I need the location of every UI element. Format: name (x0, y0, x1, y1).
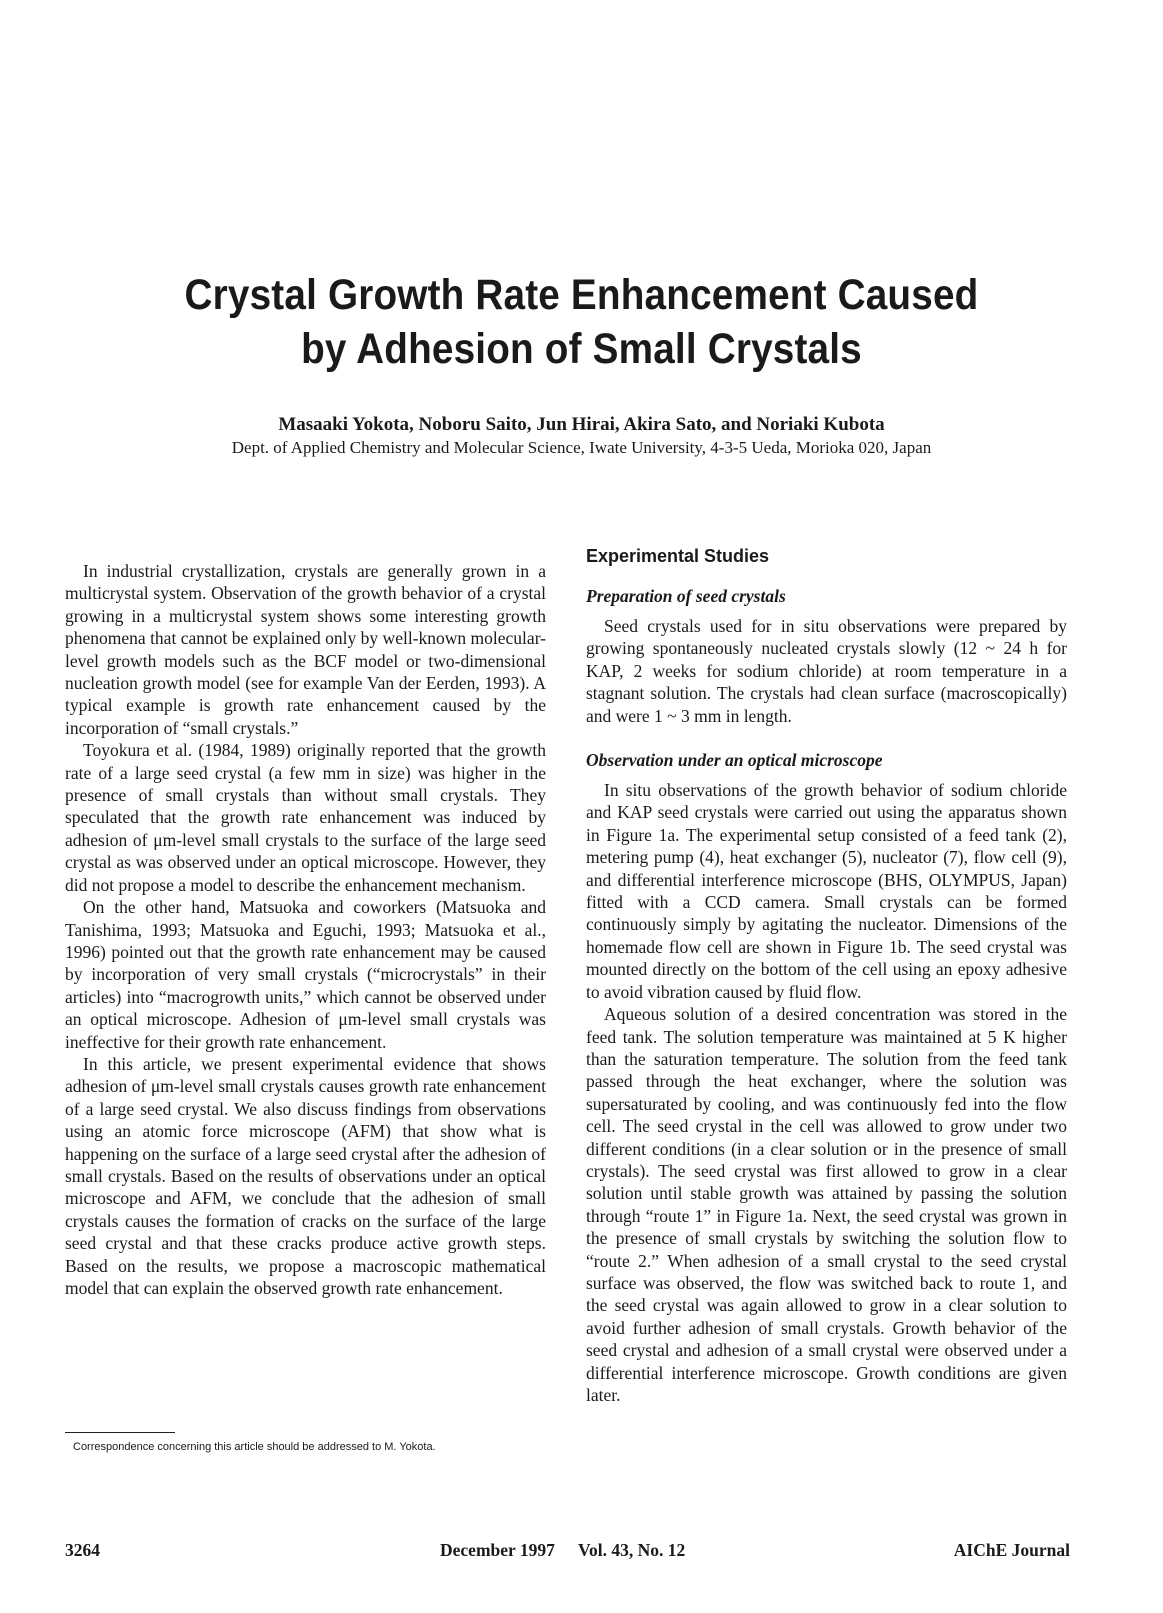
section-heading: Experimental Studies (586, 546, 770, 566)
paper-title (58, 268, 1105, 376)
author-list: Masaaki Yokota, Noboru Saito, Jun Hirai, Akira Sato, and Noriaki Kubota (278, 414, 885, 435)
footnote-divider (65, 1432, 175, 1433)
subsection-heading-optical-microscope: Observation under an optical microscope (586, 750, 883, 771)
issue-date: December 1997 (440, 1540, 555, 1560)
subsection-heading-seed-crystals: Preparation of seed crystals (586, 586, 786, 606)
affiliation: Dept. of Applied Chemistry and Molecular Science, Iwate University, 4-3-5 Ueda, Morioka 020, Japan (231, 438, 932, 457)
journal-name: AIChE Journal (953, 1540, 1070, 1560)
intro-paragraph-2: Toyokura et al. (1984, 1989) originally reported that the growth rate of a large seed crystal (a few mm in size) was higher in the presence of small crystals than without small crystals. They speculated that the growth rate enhancement was induced by adhesion of μm-level small crystals to the surface of the large seed crystal as was observed under an optical microscope. However, they did not propose a model to describe the enhancement mechanism. (65, 740, 546, 895)
page-number: 3264 (65, 1540, 100, 1560)
optical-microscope-paragraph-2: Aqueous solution of a desired concentration was stored in the feed tank. The solution temperature was maintained at 5 K higher than the saturation temperature. The solution from the feed tank passed through the heat exchanger, where the solution was supersaturated by cooling, and was continuously fed into the flow cell. The seed crystal in the cell was allowed to grow under two different conditions (in a clear solution or in the presence of small crystals). The seed crystal was first allowed to grow in a clear solution until stable growth was attained by passing the solution through “route 1” in Figure 1a. Next, the seed crystal was grown in the presence of small crystals by switching the solution flow to “route 2.” When adhesion of a small crystal to the seed crystal surface was observed, the flow was switched back to route 1, and the seed crystal was again allowed to grow in a clear solution to avoid further adhesion of small crystals. Growth behavior of the seed crystal and adhesion of a small crystal were observed under a differential interference microscope. Growth conditions are given later. (586, 1004, 1067, 1405)
intro-paragraph-4: In this article, we present experimental evidence that shows adhesion of μm-level small crystals causes growth rate enhancement of a large seed crystal. We also discuss findings from observations using an atomic force microscope (AFM) that show what is happening on the surface of a large seed crystal after the adhesion of small crystals. Based on the results of observations under an optical microscope and AFM, we conclude that the adhesion of small crystals causes the formation of cracks on the surface of the large seed crystal and that these cracks produce active growth steps. Based on the results, we propose a macroscopic mathematical model that can explain the observed growth rate enhancement. (65, 1053, 546, 1298)
left-column (65, 560, 546, 1299)
optical-microscope-paragraph-1: In situ observations of the growth behavior of sodium chloride and KAP seed crystals were carried out using the apparatus shown in Figure 1a. The experimental setup consisted of a feed tank (2), metering pump (4), heat exchanger (5), nucleator (7), flow cell (9), and differential interference microscope (BHS, OLYMPUS, Japan) fitted with a CCD camera. Small crystals can be formed continuously simply by agitating the nucleator. Dimensions of the homemade flow cell are shown in Figure 1b. The seed crystal was mounted directly on the bottom of the cell using an epoxy adhesive to avoid vibration caused by fluid flow. (586, 780, 1067, 1002)
intro-paragraph-3: On the other hand, Matsuoka and coworkers (Matsuoka and Tanishima, 1993; Matsuoka and Eguchi, 1993; Matsuoka et al., 1996) pointed out that the growth rate enhancement may be caused by incorporation of very small crystals (“microcrystals” in their articles) into “macrogrowth units,” which cannot be observed under an optical microscope. Adhesion of μm-level small crystals was ineffective for their growth rate enhancement. (65, 897, 546, 1052)
intro-paragraph-1: In industrial crystallization, crystals are generally grown in a multicrystal system. Observation of the growth behavior of a crystal growing in a multicrystal system shows some interesting growth phenomena that cannot be explained only by well-known molecular-level growth models such as the BCF model or two-dimensional nucleation growth model (see for example Van der Eerden, 1993). A typical example is growth rate enhancement caused by the incorporation of “small crystals.” (65, 561, 546, 738)
title-line-1: Crystal Growth Rate Enhancement Caused (184, 271, 979, 319)
correspondence-footnote: Correspondence concerning this article should be addressed to M. Yokota. (73, 1441, 436, 1453)
volume-issue: Vol. 43, No. 12 (578, 1540, 686, 1560)
right-column (586, 545, 1067, 1406)
title-line-2: by Adhesion of Small Crystals (301, 325, 862, 373)
seed-crystals-paragraph: Seed crystals used for in situ observations were prepared by growing spontaneously nucleated crystals slowly (12 ~ 24 h for KAP, 2 weeks for sodium chloride) at room temperature in a stagnant solution. The crystals had clean surface (macroscopically) and were 1 ~ 3 mm in length. (586, 616, 1067, 726)
